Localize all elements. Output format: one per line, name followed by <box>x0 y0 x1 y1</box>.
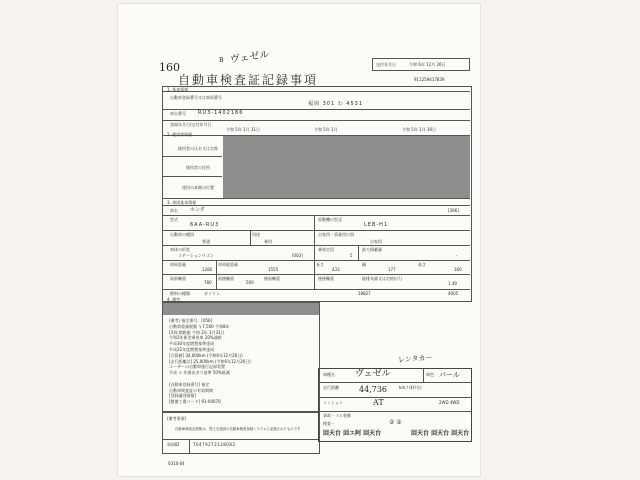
sticker-transmission-label: ミッション <box>323 400 343 405</box>
remarks-line: 平成22年度燃費基準達成 <box>169 347 215 352</box>
sticker-row-right: 回天台 回天台 回天台 <box>411 430 470 437</box>
remarks-line: 自動車重量税額 ￥7,500 令和8年 <box>169 323 230 329</box>
sticker-mileage-value: 44,736 <box>359 385 387 394</box>
class-num: 4005 <box>448 291 459 296</box>
handwritten-model: ヴェゼル <box>229 49 271 66</box>
remarks-line: [整備工場コード] 91-00070 <box>169 399 221 405</box>
remarks-line: 自動車検査証の有効期間 <box>169 387 213 393</box>
axle-ff-value: 780 <box>204 280 212 285</box>
expiry-date: 令和 5年 1月 30日 <box>402 127 436 132</box>
sticker-mileage-unit: km / (時/分) <box>399 385 422 390</box>
vehicle-inspection-document <box>118 4 480 476</box>
reg-number-label: 自動車登録番号又は車両番号 <box>170 95 222 100</box>
load-value: - <box>456 253 458 258</box>
body-value: ステーションワゴン <box>178 253 214 258</box>
vin-value: RU3-1402186 <box>198 110 244 116</box>
private-label: 自家用・事業用の別 <box>318 232 354 237</box>
issue-date: 令和 6年 12月 26日 <box>409 62 446 67</box>
vin-label: 車台番号 <box>170 111 186 116</box>
load-label: 最大積載量 <box>362 247 382 252</box>
length-value: 433 <box>332 267 340 272</box>
sticker-color-label: 車色 <box>426 372 434 377</box>
height-label: 高さ <box>418 262 426 267</box>
section-basic-title: 1. 基本情報 <box>167 87 189 92</box>
notes-label: (備考事項) <box>167 416 187 421</box>
weight-value: 1280 <box>202 267 213 272</box>
vehicle-id-value: T04792T2128082 <box>193 442 236 447</box>
type-value: 6AA-RU3 <box>190 222 220 228</box>
make-code: [396] <box>448 208 459 213</box>
axle-rr-label: 後後軸重 <box>318 276 334 281</box>
kind-value: 普通 <box>202 239 210 244</box>
gross-value: 1555 <box>268 267 279 272</box>
remarks-line: ユーザーの自動車運行記録装置 <box>169 364 225 370</box>
displacement-label: 総排気量又は定格出力 <box>362 276 402 281</box>
remarks-line: [自動車登録番号] 指定 <box>169 381 210 387</box>
remarks-line: [合算値] 34,000km (令和6年12月26日) <box>169 352 243 358</box>
owner-address-label: 使用者の住所 <box>186 165 210 170</box>
rental-sticker <box>318 368 472 442</box>
width-label: 幅 <box>362 262 366 267</box>
body-label: 車体の形状 <box>170 247 190 252</box>
weight-label: 車両重量 <box>170 262 186 267</box>
rental-annotation: レンタカー <box>397 353 433 365</box>
owner-name-label: 使用者の氏名又は名称 <box>178 146 218 151</box>
sticker-inspection-label: 検査・ <box>323 421 335 426</box>
axle-fr-label: 前後軸重 <box>218 276 234 281</box>
redacted-owner-info <box>223 136 470 198</box>
first-reg-label: 登録年月日/交付年月日 <box>170 122 212 127</box>
remarks-line: [3]年間税額 令和 2年 3月31日 <box>169 329 225 335</box>
handwritten-number: 160 <box>159 61 180 74</box>
fuel-value: ガソリン <box>204 291 220 296</box>
sticker-color-value: パール <box>439 371 460 379</box>
capacity-value: 5 <box>350 253 353 258</box>
page-title: 自動車検査証記録事項 <box>178 73 319 87</box>
body-code: [003] <box>292 253 303 258</box>
axle-fr-value: 500 <box>246 280 254 285</box>
capacity-label: 乗車定員 <box>318 247 334 252</box>
sticker-transmission-value: AT <box>373 398 384 407</box>
fuel-label: 燃料の種類 <box>170 291 190 296</box>
make-label: 車名 <box>170 208 178 213</box>
owner-base-label: 使用の本拠の位置 <box>182 185 214 190</box>
remarks-line: (備考) 指定番号：[056] <box>169 318 213 323</box>
remarks-line: 令和2年新型乗用車 20%減税 <box>169 335 222 341</box>
remarks-line: [走行距離計] 25,000km (令和6年12月26日) <box>169 358 251 364</box>
model-num: 18827 <box>358 291 371 296</box>
axle-rf-label: 後前軸重 <box>264 276 280 281</box>
section-remarks-title: 4. 備考 <box>167 297 181 302</box>
make-value: ホンダ <box>190 207 205 213</box>
sticker-flag-label: 事故・フル装備 <box>323 413 351 418</box>
engine-value: LEB-H1 <box>364 222 389 228</box>
section-owner-title: 2. 使用者情報 <box>167 132 193 137</box>
sticker-name-value: ヴェゼル <box>355 369 391 379</box>
remarks-box <box>162 302 320 412</box>
sticker-drive-options: 2WD 4WD <box>439 400 460 405</box>
axle-label: 前前軸重 <box>170 276 186 281</box>
sticker-circles: ② ② <box>389 419 402 426</box>
type-label: 型式 <box>170 217 178 222</box>
gross-label: 車両総重量 <box>218 262 238 267</box>
issue-date-label: 交付年月日 <box>376 62 396 67</box>
footer-notice: 自動車検査証情報は、国土交通省の自動車検査登録システムに記録されたものです <box>175 426 301 431</box>
issue-date-box <box>372 58 470 71</box>
remarks-line: [登録識別情報] <box>169 393 197 399</box>
section-vehicle-title: 3. 車両基本情報 <box>167 200 197 205</box>
sticker-mileage-label: 走行距離 <box>323 385 339 390</box>
use-value: 乗用 <box>264 239 272 244</box>
footer-box <box>162 412 320 454</box>
vehicle-id-label: 車両ID <box>167 442 180 447</box>
length-label: 長さ <box>316 262 324 267</box>
remarks-line: 平成30年度燃費基準達成 <box>169 341 215 347</box>
handwritten-letter: B <box>219 57 224 64</box>
use-label: 用途 <box>252 232 260 237</box>
engine-label: 原動機の型式 <box>318 217 342 222</box>
remarks-line: 平成 ＊ 年排出ガス基準 50%低減 <box>169 370 230 376</box>
kind-label: 自動車の種別 <box>170 232 194 237</box>
form-code: 0310-04 <box>168 461 185 466</box>
displacement-value: 1.49 <box>448 281 457 286</box>
reference-code: 911259417839 <box>414 77 445 82</box>
plate-number: 福岡 301 わ 4531 <box>308 101 364 107</box>
redacted-remarks-header <box>163 303 319 315</box>
width-value: 177 <box>388 267 396 272</box>
mid-date: 令和 5年 1月 <box>314 127 338 132</box>
private-value: 自家用 <box>370 239 382 244</box>
sticker-row-left: 回天台 回エ阿 回天台 <box>323 430 382 437</box>
height-value: 160 <box>454 267 462 272</box>
first-reg-date: 令和 5年 1月 31日 <box>226 127 260 132</box>
sticker-name-label: 車種名 <box>323 372 335 377</box>
